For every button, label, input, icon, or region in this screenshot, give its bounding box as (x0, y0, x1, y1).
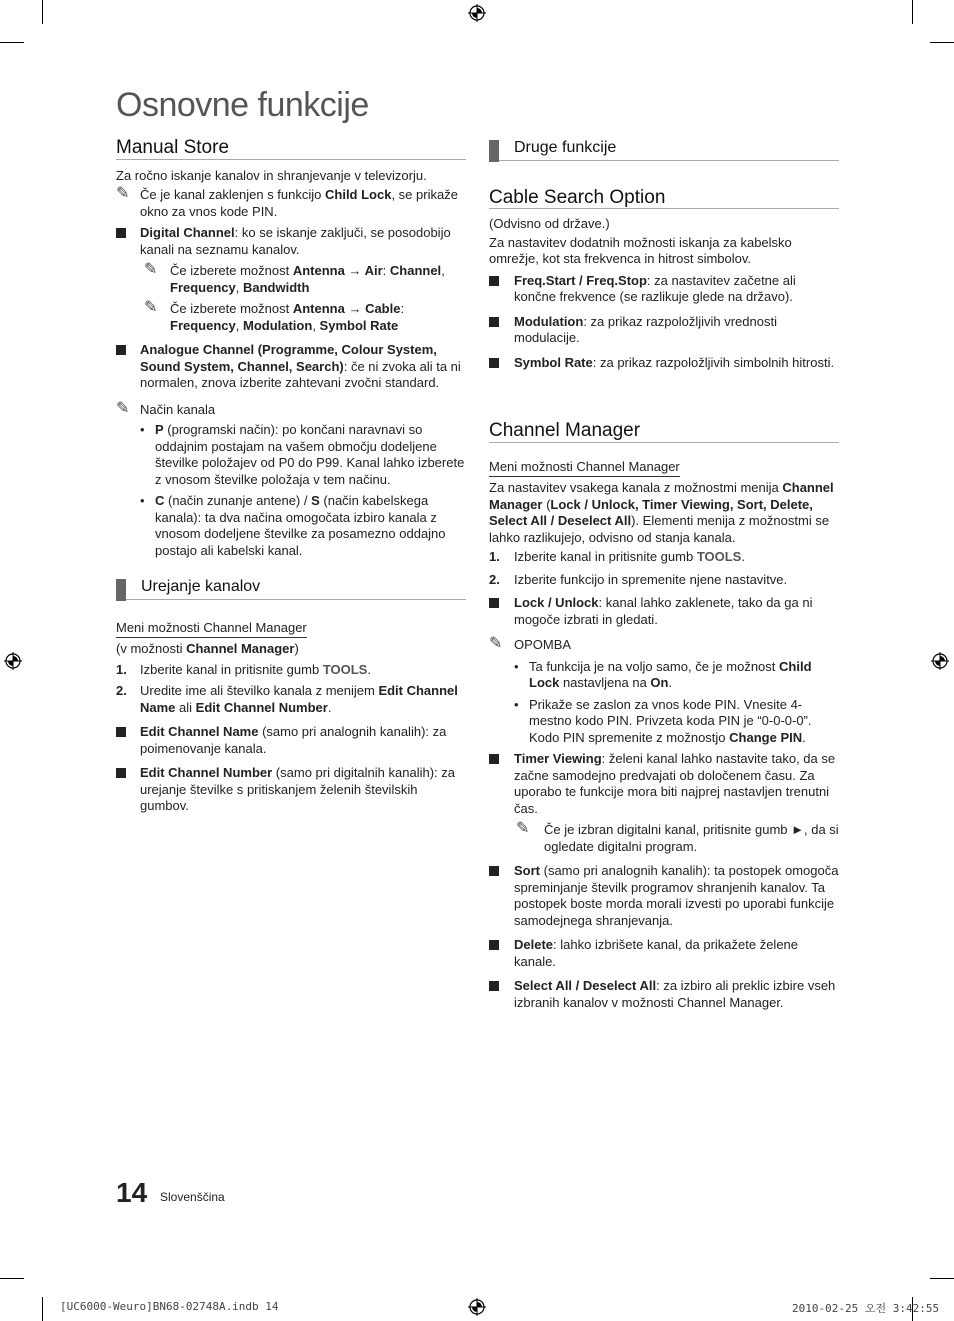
list-item-select-all (489, 978, 839, 1011)
urejanje-heading-text: Urejanje kanalov (141, 578, 261, 595)
note-text: , (235, 317, 243, 333)
opomba-item-1 (489, 659, 839, 692)
bullet-dot-icon: • (514, 696, 519, 712)
step-text: . (741, 549, 745, 564)
item-text: (samo pri analognih kanalih): za poimenovanje kanala. (140, 724, 447, 756)
list-item-edit-channel-number (116, 765, 466, 815)
item-text: (samo pri digitalnih kanalih): za urejanje številke s pritiskanjem želenih številskih gumbov. (140, 765, 455, 813)
sub-bold: Channel Manager (186, 641, 295, 656)
square-bullet-icon (116, 228, 126, 238)
urejanje-step-2 (116, 683, 466, 716)
bullet-dot-icon: • (514, 658, 519, 674)
crop-mark (0, 1278, 24, 1279)
step-number: 2. (489, 571, 500, 587)
item-label: Delete (514, 937, 554, 952)
item-text: (način zunanje antene) / (164, 493, 312, 508)
channel-manager-heading: Channel Manager (489, 423, 839, 443)
opomba-item-2 (489, 697, 839, 747)
step-text: Uredite ime ali številko kanala z menijem (140, 683, 379, 698)
intro-bold: Lock / Unlock, Timer Viewing, Sort, Delete, Select All / Deselect All (489, 496, 813, 528)
square-bullet-icon (116, 727, 126, 737)
list-item-mode-c-s (116, 493, 466, 559)
list-item-freq (489, 273, 839, 306)
item-bold: On (650, 675, 669, 690)
registration-mark-icon (931, 652, 949, 670)
urejanje-menu-subheading: Meni možnosti Channel Manager (116, 620, 307, 639)
crop-mark (42, 1297, 43, 1321)
manual-store-heading: Manual Store (116, 140, 466, 160)
item-text: . (668, 675, 673, 690)
item-text: : lahko izbrišete kanal, da prikažete želene kanale. (514, 937, 799, 969)
note-channel-mode (116, 399, 466, 419)
item-text: nastavljena na (559, 675, 651, 690)
item-text: (način kabelskega kanala): ta dva načina omogočata izbiro kanala z vnosom dodeljene številke za posamezno oddajno postajo ali kabelski kanal. (155, 493, 446, 558)
step-bold: Edit Channel Number (195, 699, 328, 715)
cm-intro (489, 480, 839, 546)
crop-mark (930, 42, 954, 43)
square-bullet-icon (116, 768, 126, 778)
item-label: Symbol Rate (514, 354, 593, 370)
note-text: Če je kanal zaklenjen s funkcijo (140, 187, 325, 202)
right-column (489, 140, 839, 1011)
note-text: Način kanala (140, 401, 216, 417)
item-label: Sort (514, 863, 540, 878)
print-slug-right: 2010-02-25 오전 3:42:55 (792, 1302, 940, 1315)
crop-mark (912, 0, 913, 24)
step-number: 2. (116, 683, 127, 698)
list-item-modulation (489, 314, 839, 347)
item-label: S (311, 493, 320, 508)
item-label: Lock / Unlock (514, 595, 599, 610)
item-text: (programski način): po končani naravnavi so oddajnim postajam na vašem območju dodeljene številke položajev od P0 do P99. Kanal lahko izberete z vnosom številke položaja v tem načinu. (155, 422, 465, 487)
square-bullet-icon (116, 345, 126, 355)
square-bullet-icon (489, 866, 499, 876)
item-text: : ko se iskanje zaključi, se posodobijo kanali na seznamu kanalov. (140, 225, 451, 257)
bullet-dot-icon: • (140, 422, 145, 437)
sub-text: (v možnosti (116, 641, 187, 656)
list-item-symbol-rate (489, 355, 839, 372)
note-text: Če je izbran digitalni kanal, pritisnite gumb ►, da si ogledate digitalni program. (544, 822, 839, 854)
item-text: : za nastavitev začetne ali končne frekvence (se razlikuje glede na državo). (514, 272, 796, 304)
note-text: , (312, 317, 320, 333)
step-number: 1. (116, 661, 127, 677)
square-bullet-icon (489, 276, 499, 286)
item-text: Prikaže se zaslon za vnos kode PIN. Vnesite 4-mestno kodo PIN. Privzeta koda PIN je “0-0-0-0”. Kodo PIN spremenite z možnostjo (529, 696, 812, 745)
square-bullet-icon (489, 598, 499, 608)
item-label: P (155, 422, 164, 437)
note-antenna-air (116, 263, 466, 296)
intro-text: Za nastavitev vsakega kanala z možnostmi menija (489, 480, 783, 495)
pencil-note-icon: ✎ (516, 820, 530, 837)
cm-menu-subheading: Meni možnosti Channel Manager (489, 459, 680, 478)
step-text: . (367, 661, 371, 677)
note-bold: Bandwidth (242, 279, 310, 295)
print-slug-left: [UC6000-Weuro]BN68-02748A.indb 14 (60, 1300, 279, 1313)
tools-label: TOOLS (696, 549, 742, 564)
note-bold: Symbol Rate (319, 317, 399, 333)
note-bold: Child Lock (325, 187, 392, 202)
page-language: Slovenščina (160, 1190, 225, 1204)
square-bullet-icon (489, 940, 499, 950)
item-text: Ta funkcija je na voljo samo, če je možnost (529, 658, 780, 674)
step-number: 1. (489, 549, 500, 564)
cm-step-1 (489, 549, 839, 566)
note-text: Če izberete možnost (170, 263, 293, 278)
item-text: : kanal lahko zaklenete, tako da ga ni mogoče izbrati in gledati. (514, 595, 813, 627)
note-bold: Modulation (242, 317, 313, 333)
square-bullet-icon (489, 754, 499, 764)
page-title: Osnovne funkcije (116, 86, 369, 124)
bullet-dot-icon: • (140, 493, 145, 508)
note-text: Če izberete možnost (170, 301, 293, 316)
tools-label: TOOLS (322, 661, 368, 677)
step-text: Izberite kanal in pritisnite gumb (514, 549, 697, 564)
urejanje-sub (116, 641, 466, 658)
note-text: , (441, 263, 445, 278)
item-label: Digital Channel (140, 225, 235, 240)
item-text: : za prikaz razpoložljivih simbolnih hitrosti. (592, 354, 835, 370)
cable-search-heading: Cable Search Option (489, 190, 839, 210)
crop-mark (42, 0, 43, 24)
note-label: OPOMBA (514, 637, 572, 652)
note-bold: Antenna → Cable (292, 301, 401, 316)
item-text: : za prikaz razpoložljivih vrednosti modulacije. (514, 313, 777, 345)
item-text: (samo pri analognih kanalih): ta postopek omogoča spreminjanje številk programov shranjenih kanalov. Ta postopek boste morda morali izvesti po uporabi funkcije samodejnega shranjevanja. (514, 863, 839, 928)
item-label: Timer Viewing (514, 751, 602, 766)
druge-heading-text: Druge funkcije (514, 139, 617, 156)
item-label: Edit Channel Number (140, 765, 273, 780)
cm-step-2 (489, 572, 839, 589)
item-text: : želeni kanal lahko nastavite tako, da se začne samodejno predvajati ob določenem času. Za uporabo te funkcije mora biti najprej nastavljen trenutni čas. (514, 751, 836, 816)
step-text: ali (175, 699, 196, 715)
registration-mark-icon (468, 1298, 486, 1316)
step-text: . (327, 699, 332, 715)
manual-store-intro: Za ročno iskanje kanalov in shranjevanje v televizorju. (116, 167, 427, 183)
crop-mark (0, 42, 24, 43)
list-item-lock-unlock (489, 595, 839, 628)
registration-mark-icon (4, 652, 22, 670)
note-text: : (400, 301, 405, 316)
item-text: : za izbiro ali preklic izbire vseh izbranih kanalov v možnosti Channel Manager. (514, 978, 836, 1010)
item-text: : če ni zvoka ali ta ni normalen, znova izberite zahtevani zvočni standard. (140, 358, 461, 390)
list-item-delete (489, 937, 839, 970)
item-bold: Change PIN (729, 729, 803, 745)
square-bullet-icon (489, 981, 499, 991)
urejanje-heading (116, 579, 466, 600)
pencil-note-icon: ✎ (489, 635, 503, 652)
cable-search-depends: (Odvisno od države.) (489, 216, 610, 231)
registration-mark-icon (468, 4, 486, 22)
list-item-mode-p (116, 422, 466, 488)
sub-text: ) (294, 641, 299, 656)
pencil-note-icon: ✎ (144, 261, 158, 278)
cable-search-intro: Za nastavitev dodatnih možnosti iskanja za kabelsko omrežje, kot sta frekvenca in hitrost simbolov. (489, 234, 792, 266)
intro-text: ). Elementi menija z možnostmi se lahko razlikujejo, odvisno od stanja kanala. (489, 513, 830, 545)
note-bold: Frequency (170, 279, 236, 295)
list-item-digital-channel (116, 225, 466, 258)
step-text: Izberite kanal in pritisnite gumb (140, 661, 323, 677)
cm-menu-wrap (489, 459, 839, 478)
step-text: Izberite funkcijo in spremenite njene nastavitve. (514, 571, 788, 587)
list-item-edit-channel-name (116, 724, 466, 757)
item-label: C (155, 493, 165, 508)
urejanje-menu-wrap (116, 620, 466, 639)
list-item-analogue-channel (116, 342, 466, 392)
pencil-note-icon: ✎ (116, 185, 130, 202)
left-column (116, 137, 466, 815)
note-bold: Channel (389, 263, 442, 278)
note-child-lock (116, 187, 466, 220)
page-number: 14 (116, 1177, 148, 1208)
note-text: , (235, 279, 243, 295)
note-antenna-cable (116, 301, 466, 334)
item-label: Freq.Start / Freq.Stop (514, 272, 647, 288)
item-text: . (802, 729, 806, 745)
druge-heading (489, 140, 839, 161)
item-label: Edit Channel Name (140, 724, 259, 739)
list-item-sort (489, 863, 839, 929)
section-bar-icon (489, 140, 499, 162)
pencil-note-icon: ✎ (116, 399, 130, 417)
urejanje-step-1 (116, 662, 466, 679)
pencil-note-icon: ✎ (144, 299, 158, 316)
intro-bold: Channel Manager (489, 480, 834, 512)
step-bold: Edit Channel Name (140, 683, 458, 715)
item-label: Modulation (514, 313, 584, 329)
crop-mark (930, 1278, 954, 1279)
note-bold: Antenna → Air (292, 263, 383, 278)
note-bold: Frequency (170, 317, 236, 333)
intro-text: ( (542, 496, 551, 512)
item-bold: Child Lock (529, 658, 812, 690)
section-bar-icon (116, 579, 126, 601)
list-item-timer-viewing (489, 751, 839, 817)
note-timer-digital (489, 822, 839, 855)
item-label: Analogue Channel (Programme, Colour System, Sound System, Channel, Search) (140, 342, 437, 374)
note-opomba (489, 637, 839, 654)
square-bullet-icon (489, 317, 499, 327)
square-bullet-icon (489, 358, 499, 368)
note-text: : (382, 263, 390, 278)
item-label: Select All / Deselect All (514, 978, 657, 993)
note-text: , se prikaže okno za vnos kode PIN. (140, 187, 458, 219)
